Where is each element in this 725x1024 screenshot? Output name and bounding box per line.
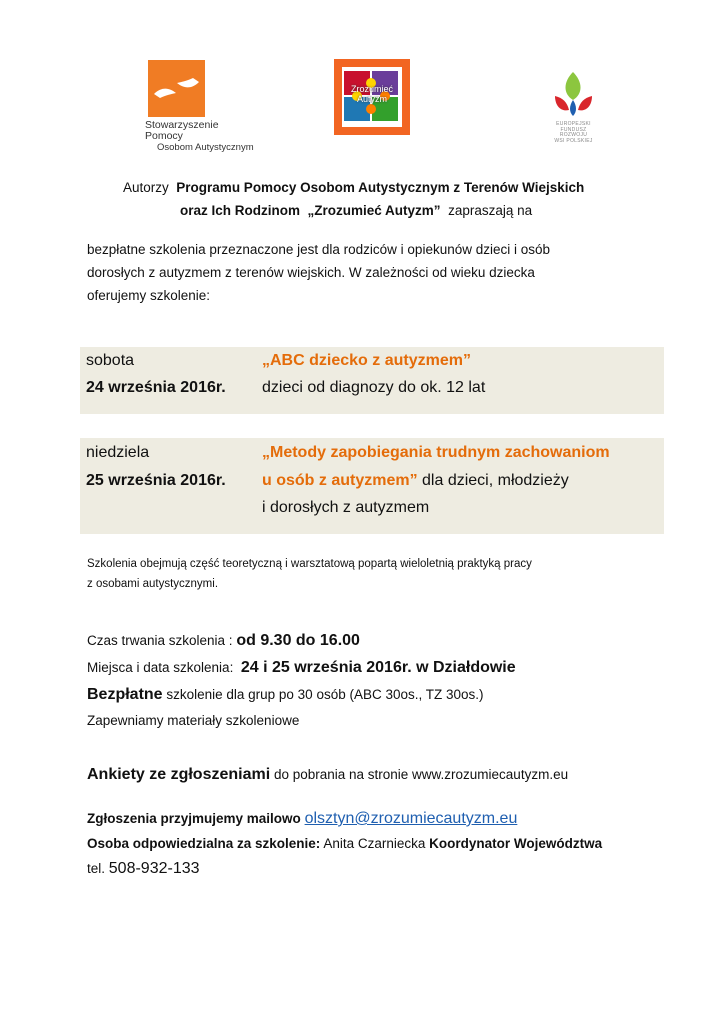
intro-program-line2: oraz Ich Rodzinom xyxy=(180,203,301,218)
description-line1: bezpłatne szkolenia przeznaczone jest dla rodziców i opiekunów dzieci i osób xyxy=(87,242,551,257)
logo-right-line4: WSI POLSKIEJ xyxy=(554,137,593,144)
session-1-date: 24 września 2016r. xyxy=(86,379,226,396)
logo-right-line3: ROZWOJU xyxy=(559,132,588,138)
session-2-title-line2-row xyxy=(262,467,672,494)
description-line3: oferujemy szkolenie: xyxy=(87,288,211,303)
logo-left-line2: Osobom Autystycznym xyxy=(157,142,254,153)
session-box-2 xyxy=(80,438,664,534)
survey-row xyxy=(87,766,687,784)
session-2-audience-line2: i dorosłych z autyzmem xyxy=(262,499,430,516)
place-value: 24 i 25 września 2016r. w Działdowie xyxy=(240,659,516,676)
duration-label: Czas trwania szkolenia : xyxy=(87,633,233,648)
place-row xyxy=(87,659,687,677)
logo-zrozumiec-autyzm xyxy=(334,59,410,135)
intro-suffix: zapraszają na xyxy=(448,203,533,218)
description-line2: dorosłych z autyzmem z terenów wiejskich. W zależności od wieku dziecka xyxy=(87,265,535,280)
duration-value: od 9.30 do 16.00 xyxy=(236,632,360,649)
logo-mid-line1: Zrozumieć xyxy=(350,84,393,94)
intro-prefix: Autorzy xyxy=(123,180,169,195)
logo-efrwp xyxy=(551,70,596,145)
person-role: Koordynator Województwa xyxy=(429,836,603,851)
phone-label: tel. xyxy=(87,861,106,876)
email-link[interactable]: olsztyn@zrozumiecautyzm.eu xyxy=(304,810,518,827)
free-text: szkolenie dla grup po 30 osób (ABC 30os., TZ 30os.) xyxy=(166,687,484,702)
note xyxy=(87,554,647,594)
session-2-date: 25 września 2016r. xyxy=(86,472,226,489)
person-label: Osoba odpowiedzialna za szkolenie: xyxy=(87,836,321,851)
logo-right-line1: EUROPEJSKI xyxy=(556,121,591,127)
session-2-title-line2: u osób z autyzmem” xyxy=(262,472,418,489)
person-row xyxy=(87,836,687,851)
session-box-1 xyxy=(80,347,664,414)
logo-stowarzyszenie xyxy=(145,60,254,153)
session-2-audience-line1: dla dzieci, młodzieży xyxy=(422,472,569,489)
description xyxy=(87,238,647,307)
note-line2: z osobami autystycznymi. xyxy=(87,578,219,590)
session-2-day: niedziela xyxy=(86,444,150,461)
session-1-audience: dzieci od diagnozy do ok. 12 lat xyxy=(262,379,486,396)
intro-line1 xyxy=(123,178,643,198)
logo-mid-line2: Autyzm xyxy=(356,94,387,104)
free-label: Bezpłatne xyxy=(87,686,163,703)
materials: Zapewniamy materiały szkoleniowe xyxy=(87,713,300,728)
session-1-day: sobota xyxy=(86,352,135,369)
hands-icon xyxy=(148,60,205,117)
logo-left-line1: Stowarzyszenie Pomocy xyxy=(145,119,219,142)
logo-right-line2: FUNDUSZ xyxy=(560,126,587,133)
phone-value: 508-932-133 xyxy=(108,860,200,877)
duration-row xyxy=(87,632,687,650)
survey-label: Ankiety ze zgłoszeniami xyxy=(87,766,271,783)
email-row xyxy=(87,810,687,828)
free-row xyxy=(87,686,687,704)
person-name: Anita Czarniecka xyxy=(323,836,426,851)
note-line1: Szkolenia obejmują część teoretyczną i warsztatową popartą wieloletnią praktyką pracy xyxy=(87,558,532,570)
intro-program-name: „Zrozumieć Autyzm” xyxy=(307,203,441,218)
intro-program-line1: Programu Pomocy Osobom Autystycznym z Terenów Wiejskich xyxy=(176,180,585,195)
survey-text: do pobrania na stronie www.zrozumiecautyzm.eu xyxy=(273,767,569,782)
email-label: Zgłoszenia przyjmujemy mailowo xyxy=(87,811,301,826)
session-1-title: „ABC dziecko z autyzmem” xyxy=(262,352,471,369)
leaves-icon xyxy=(551,70,596,120)
intro-line2 xyxy=(180,201,660,221)
session-2-title-line1: „Metody zapobiegania trudnym zachowaniom xyxy=(262,444,610,461)
place-label: Miejsca i data szkolenia: xyxy=(87,660,234,675)
phone-row xyxy=(87,860,687,878)
